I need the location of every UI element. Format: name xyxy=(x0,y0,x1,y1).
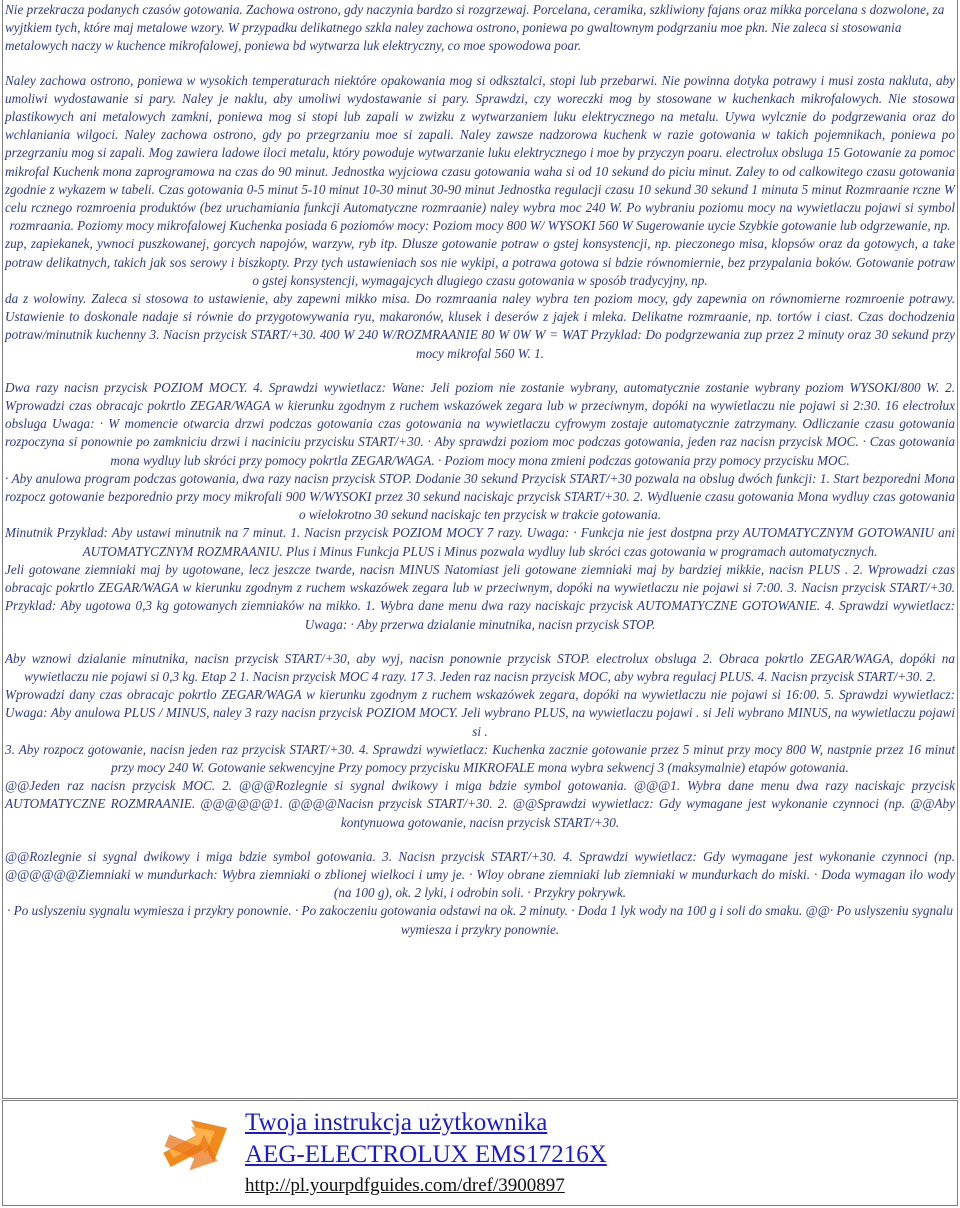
footer-banner xyxy=(2,1100,958,1206)
footer-links xyxy=(245,1107,607,1199)
paragraph-auto-defrost: @@Jeden raz nacisn przycisk MOC. 2. @@@Rozlegnie si sygnal dwikowy i miga bdzie symbol gotowania. @@@1. Wybra dane menu dwa razy naciskajc przycisk AUTOMATYCZNE ROZMRAANIE. @@@@@@1. @@@@Nacisn przycisk START/+30. 2. @@Sprawdzi wywietlacz: Gdy wymagane jest wykonanie czynnoci (np. @@Aby kontynuowa gotowanie, nacisn przycisk START/+30. xyxy=(5,778,955,830)
manual-text-frame xyxy=(2,0,958,1099)
manual-url-link[interactable]: http://pl.yourpdfguides.com/dref/3900897 xyxy=(245,1175,565,1196)
manual-title-link[interactable]: Twoja instrukcja użytkownika xyxy=(245,1109,548,1136)
paragraph-resume-timer: Aby wznowi dzialanie minutnika, nacisn przycisk START/+30, aby wyj, nacisn ponownie przycisk STOP. electrolux obsluga 2. Obraca pokrtlo ZEGAR/WAGA, dopóki na wywietlaczu nie pojawi si 0,3 kg. Etap 2 1. Nacisn przycisk MOC 4 razy. 17 3. Jeden raz nacisn przycisk MOC, aby wybra regulacj PLUS. 4. Nacisn przycisk START/+30. 2. xyxy=(5,650,955,684)
paragraph-packaging: Naley zachowa ostrono, poniewa w wysokich temperaturach niektóre opakowania mog si odksztalci, stopi lub przebarwi. Nie powinna dotyka potrawy i musi zosta nakluta, aby umoliwi wydostawanie si pary. Naley je naklu, aby umoliwi wydostawanie si pary. Sprawdzi, czy woreczki mog by stosowane w kuchenkach mikrofalowych. Nie stosowa plastikowych ani metalowych zamkni, poniewa mog si stopi lub zapali w zwizku z wytwarzaniem luku elektrycznego na metalu. Uywa wylcznie do podgrzewania oraz do wchlaniania wilgoci. Naley zachowa ostrono, gdy po przegrzaniu moe si zapali. Naley zawsze nadzorowa kuchenk w razie gotowania w takich pojemnikach, poniewa po przegrzaniu mog si zapali. Mog zawiera ladowe iloci metalu, który powoduje wytwarzanie luku elektrycznego i moe by przyczyn poaru. electrolux obsluga 15 Gotowanie za pomoc mikrofal Kuchenk mona zaprogramowa na czas do 90 minut. Jednostka wyjciowa czasu gotowania waha si od 10 sekund do piciu minut. Zaley to od calkowitego czasu gotowania zgodnie z wykazem w tabeli. Czas gotowania 0-5 minut 5-10 minut 10-30 minut 30-90 minut Jednostka regulacji czasu 10 sekund 30 sekund 1 minuta 5 minut Rozmraanie rczne W celu rcznego rozmroenia produktów (bez uruchamiania funkcji Automatyczne rozmraanie) naley wybra moc 240 W. Po wybraniu poziomu mocy na wywietlaczu pojawi si symbol rozmraania. Poziomy mocy mikrofalowej Kuchenka posiada 6 poziomów mocy: Poziom mocy 800 W/ WYSOKI 560 W Sugerowanie uycie Szybkie gotowanie lub odgrzewanie, np. xyxy=(5,72,955,234)
paragraph-plus-minus: Wprowadzi dany czas obracajc pokrtlo ZEGAR/WAGA w kierunku zgodnym z ruchem wskazówek zegara, dopóki na wywietlaczu nie pojawi si 16:00. 5. Sprawdzi wywietlacz: Uwaga: Aby anulowa PLUS / MINUS, naley 3 razy nacisn przycisk POZIOM MOCY. Jeli wybrano PLUS, na wywietlaczu pojawi . si Jeli wybrano MINUS, na wywietlaczu pojawi si . xyxy=(5,687,955,739)
paragraph-gap xyxy=(5,832,955,848)
paragraph-defrost: da z wolowiny. Zaleca si stosowa to ustawienie, aby zapewni mikko misa. Do rozmraania naley wybra ten poziom mocy, gdy zapewnia on równomierne rozmroenie potrawy. Ustawienie to doskonale nadaje si równie do przygotowywania ryu, makaronów, klusek i deserów z jajek i mleka. Delikatne rozmraanie, np. tortów i ciast. Czas dochodzenia potraw/minutnik kuchenny 3. Nacisn przycisk START/+30. 400 W 240 W/ROZMRAANIE 80 W 0W W = WAT Przyklad: Do podgrzewania zup przez 2 minuty oraz 30 sekund przy mocy mikrofal 560 W. 1. xyxy=(5,291,955,361)
paragraph-sequential: 3. Aby rozpocz gotowanie, nacisn jeden raz przycisk START/+30. 4. Sprawdzi wywietlacz: Kuchenka zacznie gotowanie przez 5 minut przy mocy 800 W, nastpnie przez 16 minut przy mocy 240 W. Gotowanie sekwencyjne Przy pomocy przycisku MIKROFALE mona wybra sekwencj 3 (maksymalnie) etapów gotowania. xyxy=(5,741,955,775)
paragraph-timer: Minutnik Przyklad: Aby ustawi minutnik na 7 minut. 1. Nacisn przycisk POZIOM MOCY 7 razy. Uwaga: · Funkcja nie jest dostpna przy AUTOMATYCZNYM GOTOWANIU ani AUTOMATYCZNYM ROZMRAANIU. Plus i Minus Funkcja PLUS i Minus pozwala wydluy lub skróci czas gotowania w programach automatycznych. xyxy=(5,525,955,559)
paragraph-jacket-potatoes: @@Rozlegnie si sygnal dwikowy i miga bdzie symbol gotowania. 3. Nacisn przycisk START/+30. 4. Sprawdzi wywietlacz: Gdy wymagane jest wykonanie czynnoci (np. @@@@@@Ziemniaki w mundurkach: Wybra ziemniaki o zblionej wielkoci i umy je. · Wloy obrane ziemniaki lub ziemniaki w mundurkach do miski. · Doda wymagan ilo wody (na 100 g), ok. 2 lyki, i odrobin soli. · Przykry pokrywk. xyxy=(5,848,955,901)
paragraph-gap xyxy=(5,56,955,72)
paragraph-potatoes: Jeli gotowane ziemniaki maj by ugotowane, lecz jeszcze twarde, nacisn MINUS Natomiast jeli gotowane ziemniaki maj by bardziej mikkie, nacisn PLUS . 2. Wprowadzi czas obracajc pokrtlo ZEGAR/WAGA w kierunku zgodnym z ruchem wskazówek zegara lub w przeciwnym, dopóki na wywietlaczu nie pojawi si 7:00. 3. Nacisn przycisk START/+30. Przyklad: Aby ugotowa 0,3 kg gotowanych ziemniaków na mikko. 1. Wybra dane menu dwa razy naciskajc przycisk AUTOMATYCZNE GOTOWANIE. 4. Sprawdzi wywietlacz: Uwaga: · Aby przerwa dzialanie minutnika, nacisn przycisk STOP. xyxy=(5,561,955,632)
paragraph-power-button: Dwa razy nacisn przycisk POZIOM MOCY. 4. Sprawdzi wywietlacz: Wane: Jeli poziom nie zostanie wybrany, automatycznie zostanie wybrany poziom WYSOKI/800 W. 2. Wprowadzi czas obracajc pokrtlo ZEGAR/WAGA w kierunku zgodnym z ruchem wskazówek zegara lub w przeciwnym, dopóki na wywietlaczu nie pojawi si 2:30. 16 electrolux obsluga Uwaga: · W momencie otwarcia drzwi podczas gotowania czas gotowania na wywietlaczu cyfrowym zostaje automatycznie zatrzymany. Odliczanie czasu gotowania rozpoczyna si ponownie po zamkniciu drzwi i naciniciu przycisku START/+30. · Aby sprawdzi poziom moc podczas gotowania, jeden raz nacisn przycisk MOC. · Czas gotowania mona wydluy lub skróci przy pomocy pokrtla ZEGAR/WAGA. · Poziom mocy mona zmieni podczas gotowania przy pomocy przycisku MOC. xyxy=(5,379,955,468)
paragraph-start-30: · Aby anulowa program podczas gotowania, dwa razy nacisn przycisk STOP. Dodanie 30 sekund Przycisk START/+30 pozwala na obslug dwóch funkcji: 1. Start bezporedni Mona rozpocz gotowanie bezporednio przy mocy mikrofali 900 W/WYSOKI przez 30 sekund naciskajc przycisk START/+30. 2. Wydluenie czasu gotowania Mona wydluy czas gotowania o wielokrotno 30 sekund naciskajc ten przycisk w trakcie gotowania. xyxy=(5,470,955,523)
product-model-link[interactable]: AEG-ELECTROLUX EMS17216X xyxy=(245,1141,607,1168)
paragraph-gap xyxy=(5,634,955,650)
paragraph-gap xyxy=(5,363,955,379)
paragraph-stir-again: · Po uslyszeniu sygnalu wymiesza i przykry ponownie. · Po zakoczeniu gotowania odstawi na ok. 2 minuty. · Doda 1 lyk wody na 100 g i soli do smaku. @@· Po uslyszeniu sygnalu wymiesza i przykry ponownie. xyxy=(7,903,953,937)
paragraph-materials: Nie przekracza podanych czasów gotowania. Zachowa ostrono, gdy naczynia bardzo si rozgrzewaj. Porcelana, ceramika, szkliwiony fajans oraz mikka porcelana s dozwolone, za wyjtkiem tych, które maj metalowe wzory. W przypadku delikatnego szkla naley zachowa ostrono, poniewa po gwaltownym podgrzaniu moe pkn. Nie zaleca si stosowania metalowych naczy w kuchence mikrofalowej, poniewa bd wytwarza luk elektryczny, co moe spowodowa poar. xyxy=(5,2,945,54)
paragraph-power-levels: zup, zapiekanek, ywnoci puszkowanej, gorcych napojów, warzyw, ryb itp. Dlusze gotowanie potraw o gstej konsystencji, np. pieczonego misa, klopsów oraz da gotowych, a take potraw delikatnych, takich jak sos serowy i biszkopty. Przy tych ustawieniach sos nie wykipi, a potrawa gotowa si bdzie równomiernie, bez przypalania boków. Gotowanie potraw o gstej konsystencji, wymagajcych dlugiego czasu gotowania w sposób tradycyjny, np. xyxy=(5,236,955,288)
orange-arrow-logo-icon xyxy=(158,1109,236,1179)
